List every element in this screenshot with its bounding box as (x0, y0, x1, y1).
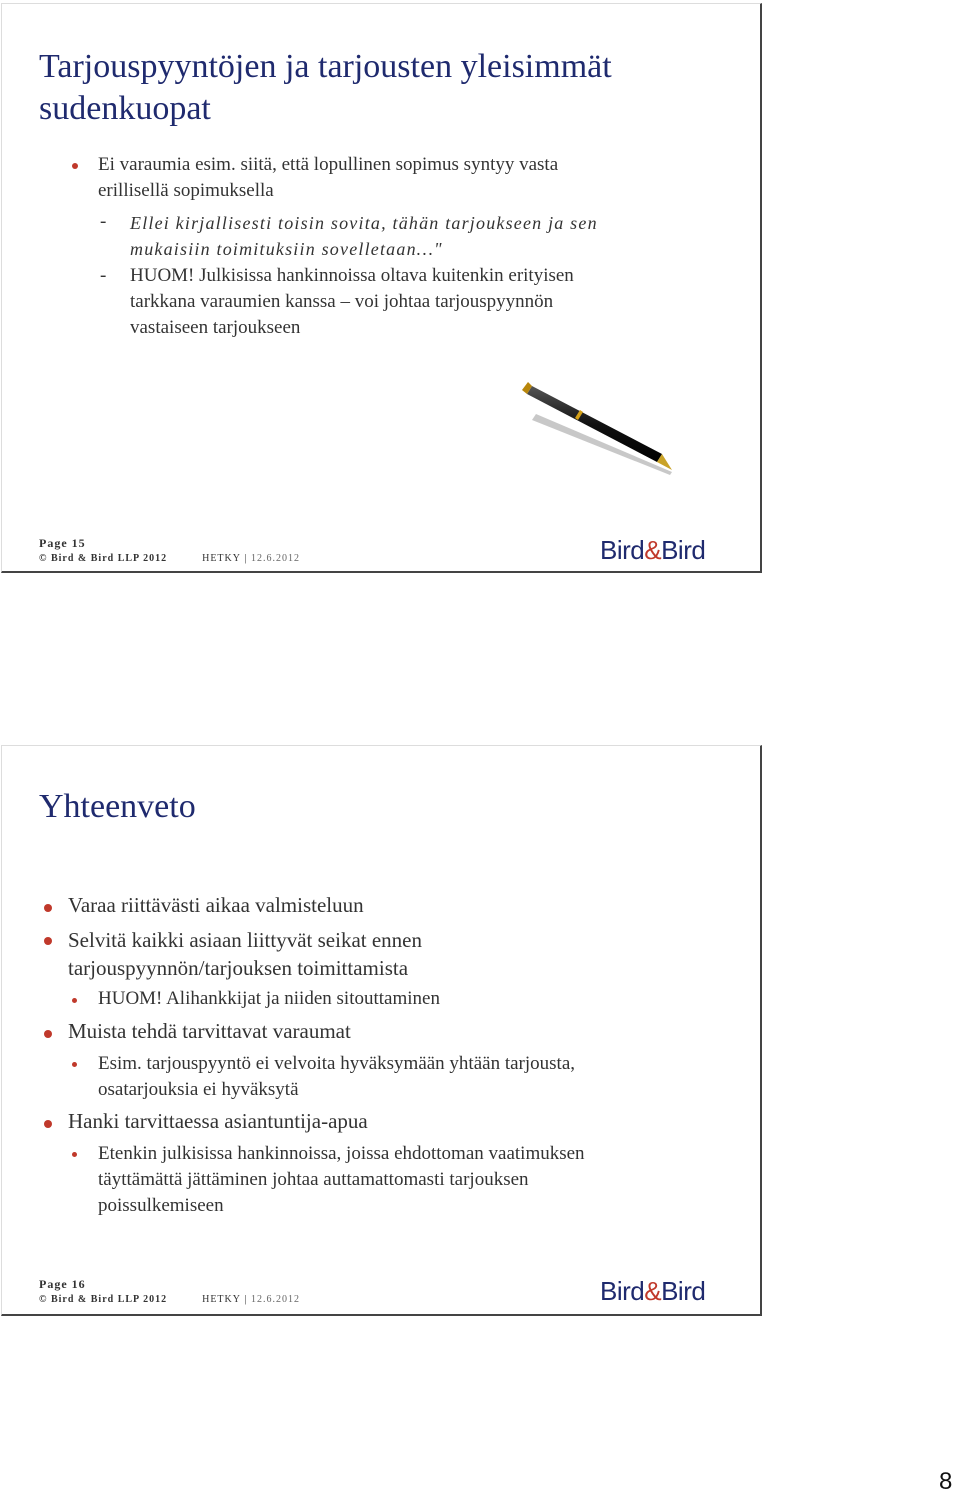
page-label: Page 15 (39, 536, 86, 550)
bullet-icon (44, 904, 52, 912)
bird-and-bird-logo: Bird&Bird (600, 535, 706, 565)
list-item: Hanki tarvittaessa asiantuntija-apua (68, 1109, 368, 1133)
document-page-number: 8 (939, 1468, 953, 1495)
footer-copyright: © Bird & Bird LLP 2012 HETKY | 12.6.2012 (39, 1294, 300, 1305)
sub-list-item: Etenkin julkisissa hankinnoissa, joissa ehdottoman vaatimuksen täyttämättä jättäminen johtaa auttamattomasti tarjouksen poissulkemiseen (98, 1143, 585, 1216)
bird-and-bird-logo: Bird&Bird (600, 1276, 706, 1306)
sub-bullet-text: HUOM! Julkisissa hankinnoissa oltava kuitenkin erityisen tarkkana varaumien kanssa – voi johtaa tarjouspyynnön vastaiseen tarjoukseen (130, 265, 574, 338)
sub-list-item: Esim. tarjouspyyntö ei velvoita hyväksymään yhtään tarjousta, osatarjouksia ei hyväksytä (98, 1053, 576, 1100)
bullet-text: Ei varaumia esim. siitä, että lopullinen sopimus syntyy vasta erillisellä sopimuksella (98, 154, 559, 201)
slide-title: Tarjouspyyntöjen ja tarjousten yleisimmät sudenkuopat (39, 48, 612, 127)
list-item: Varaa riittävästi aikaa valmisteluun (68, 893, 364, 917)
list-item: Selvitä kaikki asiaan liittyvät seikat ennen tarjouspyynnön/tarjouksen toimittamista (68, 928, 422, 980)
bullet-icon (72, 163, 78, 169)
bullet-icon (44, 937, 52, 945)
dash-marker: - (100, 211, 107, 232)
slide-title: Yhteenveto (39, 788, 196, 825)
footer-copyright: © Bird & Bird LLP 2012 HETKY | 12.6.2012 (39, 553, 300, 564)
bullet-icon (44, 1030, 52, 1038)
sub-bullet-icon (72, 1152, 77, 1157)
page-label: Page 16 (39, 1277, 86, 1291)
sub-list-item: HUOM! Alihankkijat ja niiden sitouttaminen (98, 988, 440, 1009)
pen-icon (522, 376, 687, 476)
sub-bullet-icon (72, 1062, 77, 1067)
slide-15 (1, 3, 762, 573)
list-item: Muista tehdä tarvittavat varaumat (68, 1019, 351, 1043)
slide-16 (1, 745, 762, 1316)
sub-bullet-icon (72, 998, 77, 1003)
sub-bullet-text: Ellei kirjallisesti toisin sovita, tähän tarjoukseen ja sen mukaisiin toimituksiin sovelletaan…" (130, 213, 598, 259)
bullet-icon (44, 1120, 52, 1128)
dash-marker: - (100, 265, 107, 286)
